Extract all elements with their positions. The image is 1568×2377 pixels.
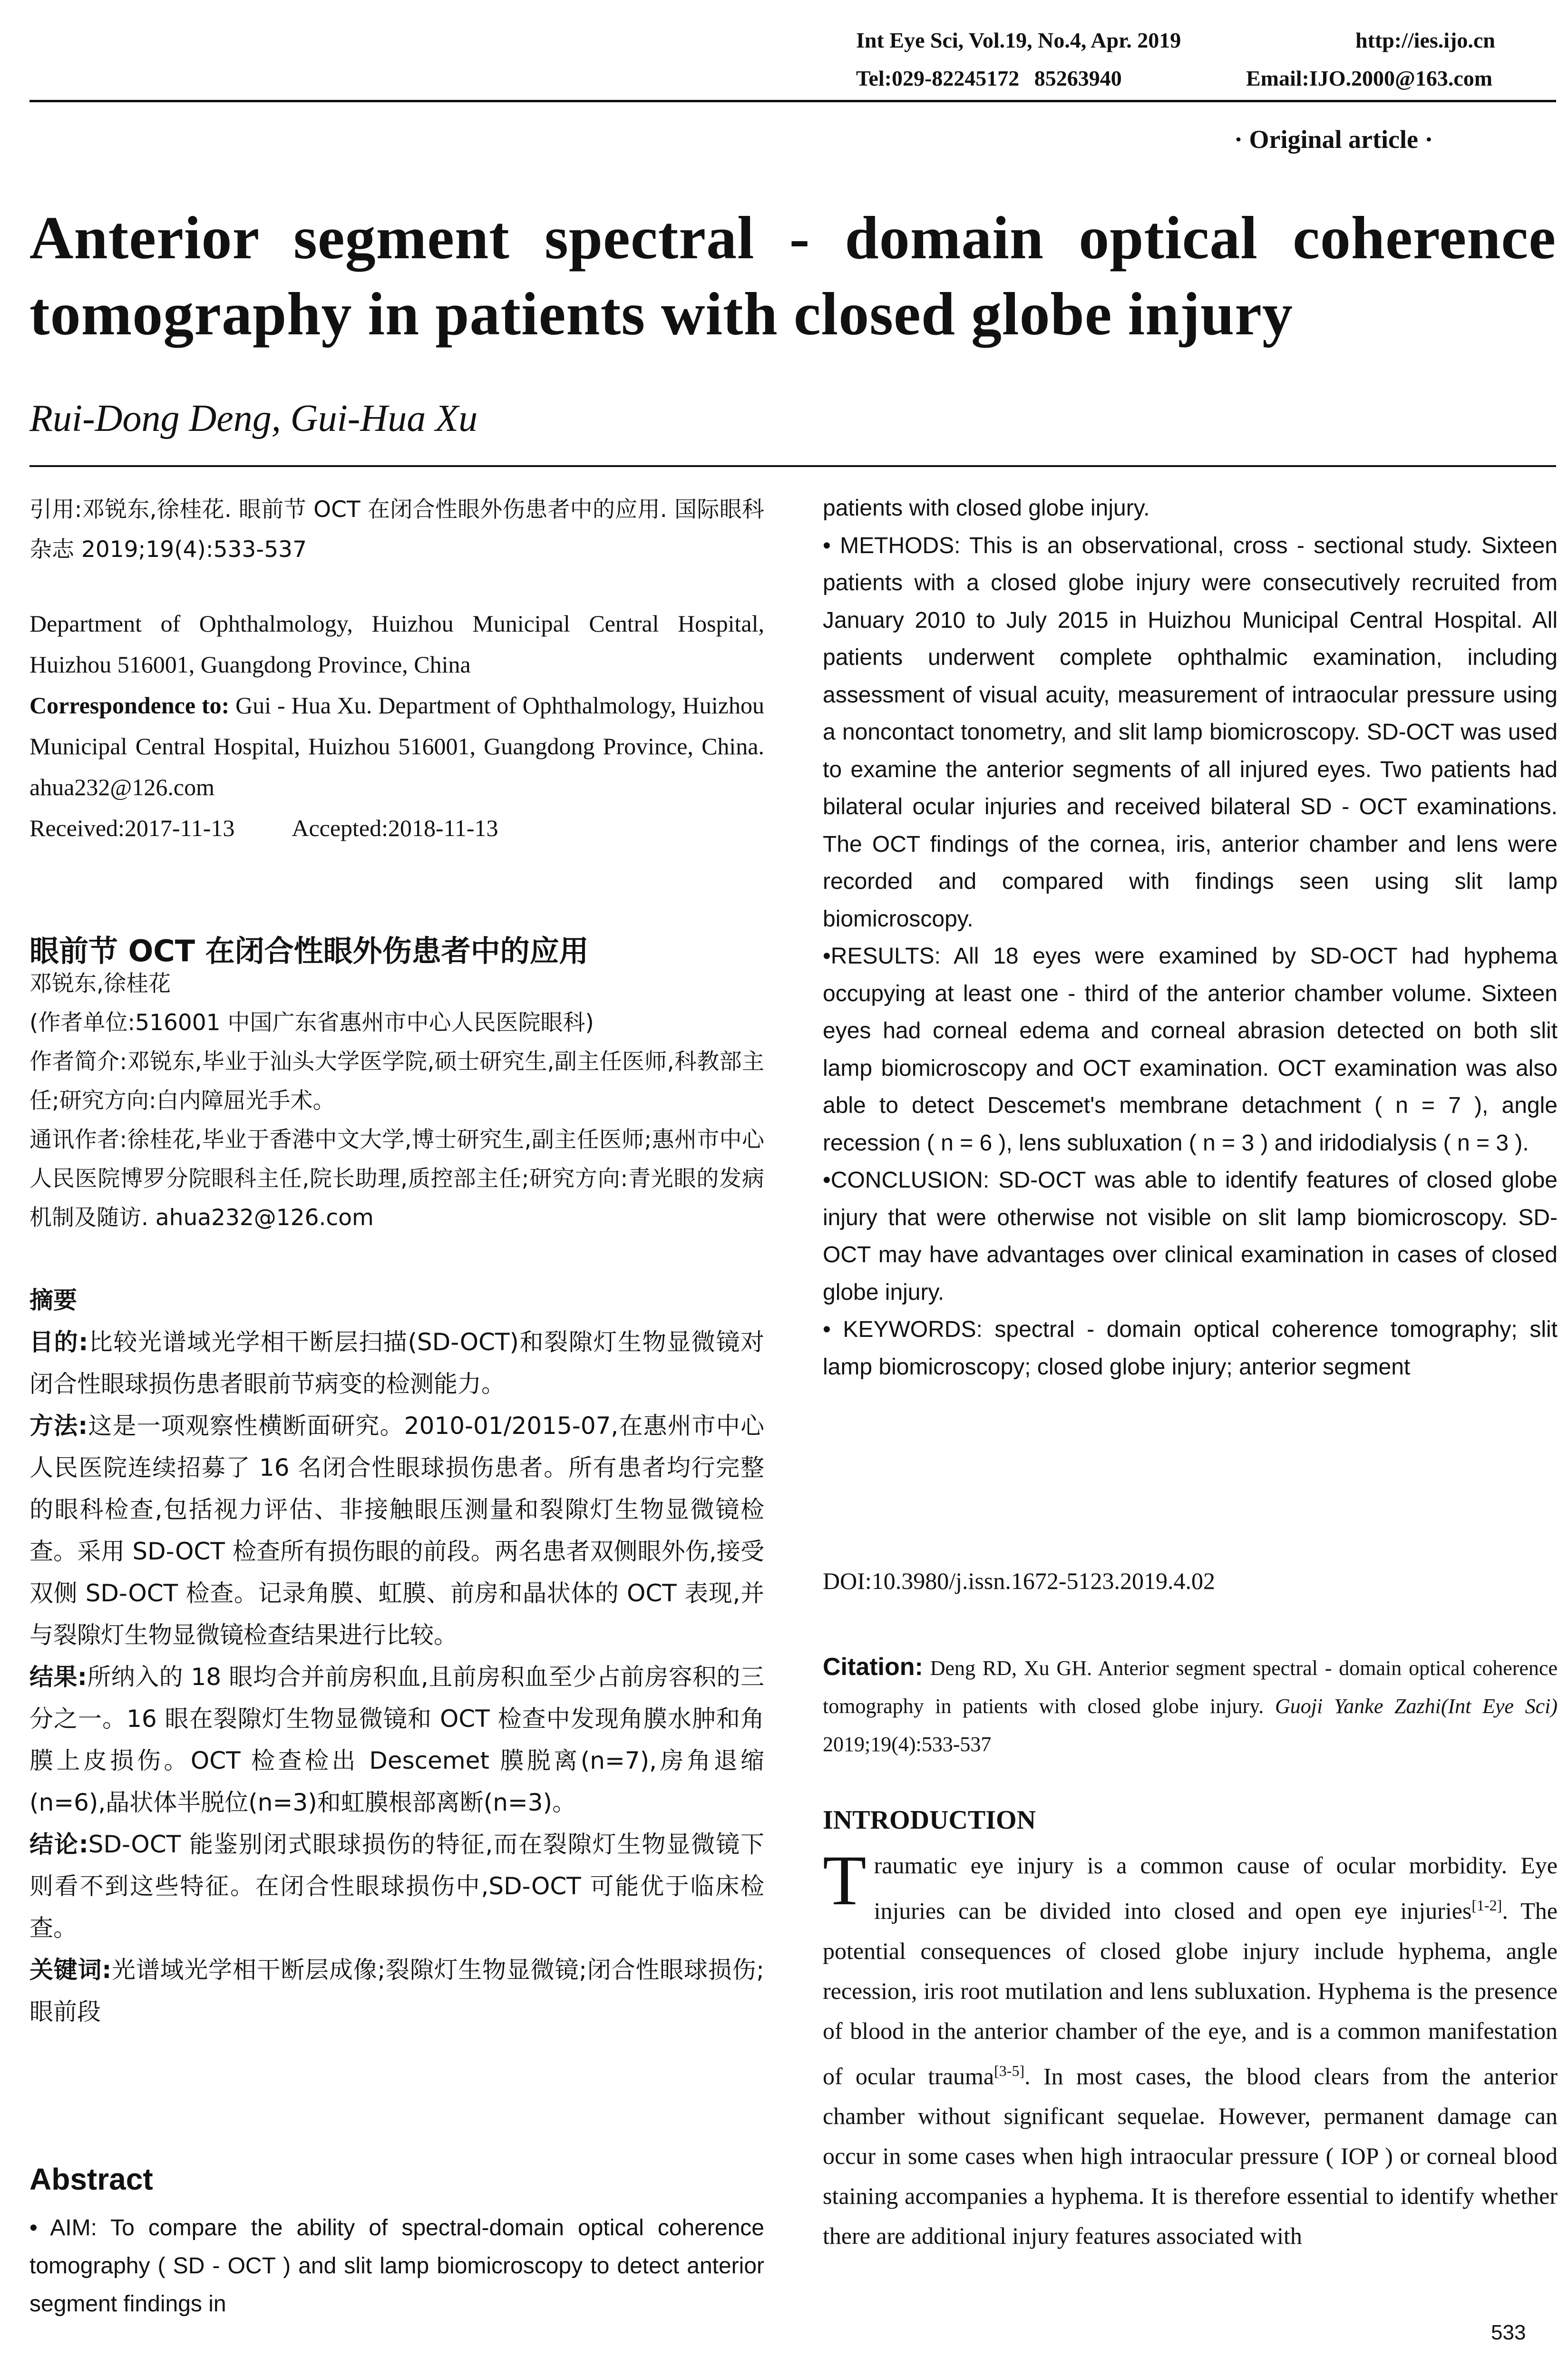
cn-corr: 通讯作者:徐桂花,毕业于香港中文大学,博士研究生,副主任医师;惠州市中心人民医院博罗分院眼科主任,院长助理,质控部主任;研究方向:青光眼的发病机制及随访. ahua232@126.com <box>29 1127 764 1231</box>
abstract-aim: • AIM: To compare the ability of spectral-domain optical coherence tomography ( SD - OCT ) and slit lamp biomicroscopy to detect anterior segment findings in <box>29 2215 764 2317</box>
ref-1-2[interactable]: [1-2] <box>1471 1897 1502 1914</box>
cn-keywords: 关键词:光谱域光学相干断层成像;裂隙灯生物显微镜;闭合性眼球损伤;眼前段 <box>29 1956 764 2026</box>
dates: Received:2017-11-13 Accepted:2018-11-13 <box>29 815 498 841</box>
abstract-methods: • METHODS: This is an observational, cross - sectional study. Sixteen patients with a closed globe injury were consecutively recruited from January 2010 to July 2015 in Huizhou Municipal Central Hospital. All patients underwent complete ophthalmic examination, including assessment of visual acuity, measurement of intraocular pressure using a noncontact tonometry, and slit lamp biomicroscopy. SD-OCT was used to examine the anterior segments of all injured eyes. Two patients had bilateral ocular injuries and received bilateral SD - OCT examinations. The OCT findings of the cornea, iris, anterior chamber and lens were recorded and compared with findings seen using slit lamp biomicroscopy. <box>823 533 1558 932</box>
authors: Rui-Dong Deng, Gui-Hua Xu <box>29 398 478 439</box>
affiliation-block <box>29 603 764 848</box>
cn-abstract-heading: 摘要 <box>29 1286 77 1314</box>
cn-result: 结果:所纳入的 18 眼均合并前房积血,且前房积血至少占前房容积的三分之一。16 眼在裂隙灯生物显微镜和 OCT 检查中发现角膜水肿和角膜上皮损伤。OCT 检查检出 Descemet 膜脱离(n=7),房角退缩(n=6),晶状体半脱位(n=3)和虹膜根部离断(n=3)。 <box>29 1663 764 1816</box>
journal-tel: Tel:029-82245172 85263940 <box>856 66 1122 90</box>
cn-unit: (作者单位:516001 中国广东省惠州市中心人民医院眼科) <box>29 1010 594 1036</box>
abstract-conclusion: •CONCLUSION: SD-OCT was able to identify features of closed globe injury that were otherwise not visible on slit lamp biomicroscopy. SD-OCT may have advantages over clinical examination in cases of closed globe injury. <box>823 1168 1558 1305</box>
cn-abstract <box>29 1279 764 2033</box>
cn-method: 方法:这是一项观察性横断面研究。2010-01/2015-07,在惠州市中心人民医院连续招募了 16 名闭合性眼球损伤患者。所有患者均行完整的眼科检查,包括视力评估、非接触眼压测量和裂隙灯生物显微镜检查。采用 SD-OCT 检查所有损伤眼的前段。两名患者双侧眼外伤,接受双侧 SD-OCT 检查。记录角膜、虹膜、前房和晶状体的 OCT 表现,并与裂隙灯生物显微镜检查结果进行比较。 <box>29 1412 764 1649</box>
citation: Citation: Deng RD, Xu GH. Anterior segment spectral - domain optical coherence tomography in patients with closed globe injury. Guoji Yanke Zazhi(Int Eye Sci) 2019;19(4):533-537 <box>823 1653 1558 1756</box>
abstract-heading: Abstract <box>29 2162 153 2196</box>
cn-conclusion: 结论:SD-OCT 能鉴别闭式眼球损伤的特征,而在裂隙灯生物显微镜下则看不到这些特征。在闭合性眼球损伤中,SD-OCT 可能优于临床检查。 <box>29 1831 764 1942</box>
ref-3-5[interactable]: [3-5] <box>994 2062 1025 2079</box>
header-rule <box>29 100 1556 102</box>
article-type: · Original article · <box>1234 125 1433 154</box>
abstract-en <box>823 490 1558 1386</box>
affiliation: Department of Ophthalmology, Huizhou Municipal Central Hospital, Huizhou 516001, Guangdong Province, China <box>29 610 764 678</box>
cn-bio: 作者简介:邓锐东,毕业于汕头大学医学院,硕士研究生,副主任医师,科教部主任;研究方向:白内障屈光手术。 <box>29 1049 764 1114</box>
journal-url: http://ies.ijo.cn <box>1355 28 1495 52</box>
journal-info: Int Eye Sci, Vol.19, No.4, Apr. 2019 <box>856 28 1181 52</box>
cn-title: 眼前节 OCT 在闭合性眼外伤患者中的应用 <box>29 934 589 968</box>
cn-authors: 邓锐东,徐桂花 <box>29 971 171 997</box>
abstract-aim-cont: patients with closed globe injury. <box>823 496 1150 521</box>
abstract-keywords: • KEYWORDS: spectral - domain optical coherence tomography; slit lamp biomicroscopy; closed globe injury; anterior segment <box>823 1317 1558 1380</box>
dropcap: T <box>823 1841 867 1920</box>
page-number: 533 <box>1491 2321 1526 2344</box>
abstract-results: •RESULTS: All 18 eyes were examined by SD-OCT had hyphema occupying at least one - third of the anterior chamber volume. Sixteen eyes had corneal edema and corneal abrasion detected on both slit lamp biomicroscopy and OCT examination. OCT examination was also able to detect Descemet's membrane detachment ( n = 7 ), angle recession ( n = 6 ), lens subluxation ( n = 3 ) and iridodialysis ( n = 3 ). <box>823 944 1558 1156</box>
correspondence: Correspondence to: Gui - Hua Xu. Department of Ophthalmology, Huizhou Municipal Central Hospital, Huizhou 516001, Guangdong Province, China. ahua232@126.com <box>29 692 764 800</box>
journal-email: Email:IJO.2000@163.com <box>1246 66 1493 90</box>
intro-paragraph: Traumatic eye injury is a common cause of ocular morbidity. Eye injuries can be divided into closed and open eye injuries[1-2]. The potential consequences of closed globe injury include hyphema, angle recession, iris root mutilation and lens subluxation. Hyphema is the presence of blood in the anterior chamber of the eye, and is a common manifestation of ocular trauma[3-5]. In most cases, the blood clears from the anterior chamber without significant sequelae. However, permanent damage can occur in some cases when high intraocular pressure ( IOP ) or corneal blood staining accompanies a hyphema. It is therefore essential to identify whether there are additional injury features associated with <box>823 1841 1558 2250</box>
intro-heading: INTRODUCTION <box>823 1805 1036 1835</box>
doi: DOI:10.3980/j.issn.1672-5123.2019.4.02 <box>823 1568 1215 1594</box>
cite-cn: 引用:邓锐东,徐桂花. 眼前节 OCT 在闭合性眼外伤患者中的应用. 国际眼科杂志 2019;19(4):533-537 <box>29 497 764 563</box>
article-title: Anterior segment spectral - domain optical coherence tomography in patients with closed globe injury <box>29 204 1556 348</box>
cn-info <box>29 964 764 1237</box>
cn-aim: 目的:比较光谱域光学相干断层扫描(SD-OCT)和裂隙灯生物显微镜对闭合性眼球损伤患者眼前节病变的检测能力。 <box>29 1328 764 1398</box>
title-rule <box>29 465 1556 467</box>
